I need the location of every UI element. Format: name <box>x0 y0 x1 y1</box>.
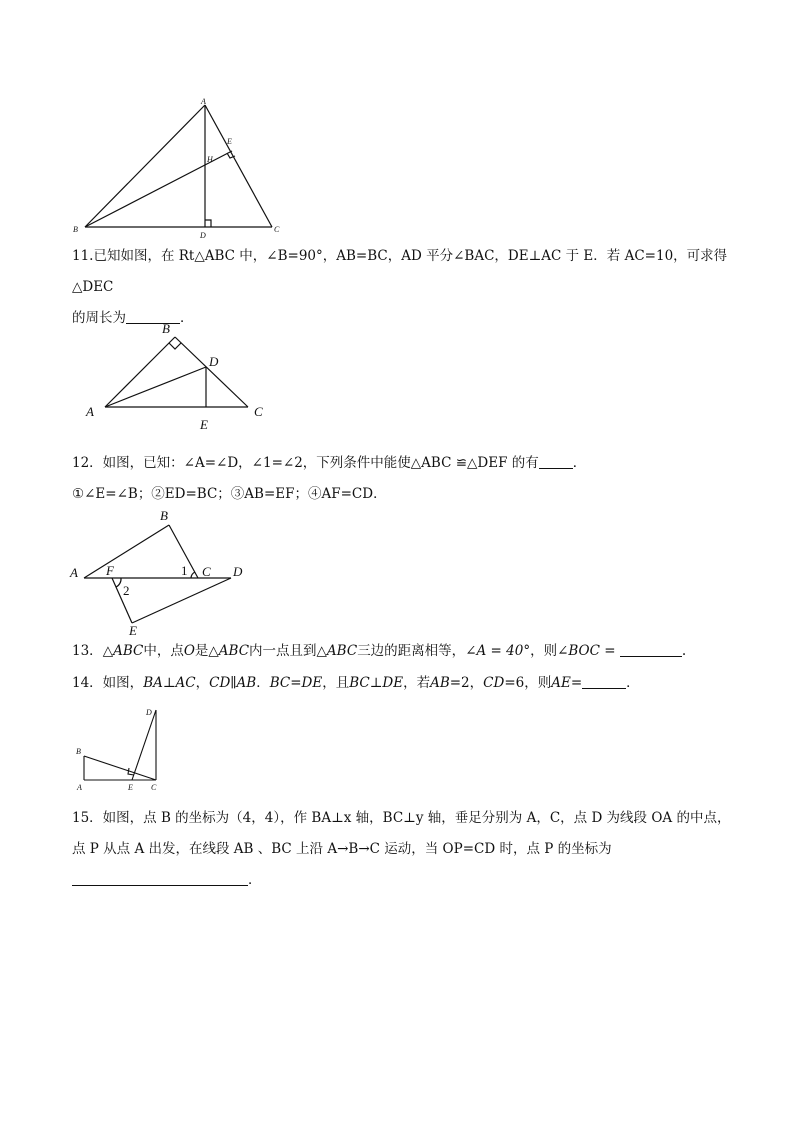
label-a: A <box>77 783 82 792</box>
label-h: H <box>207 155 213 164</box>
label-e: E <box>128 783 133 792</box>
label-a: A <box>70 565 78 580</box>
segment-ab <box>85 105 205 227</box>
segment-ed <box>132 578 231 623</box>
segment-ac <box>205 105 272 227</box>
segment-de <box>132 710 156 780</box>
answer-blank[interactable] <box>582 673 626 689</box>
right-angle-mark-b <box>169 343 181 349</box>
label-d: D <box>200 231 206 240</box>
label-2: 2 <box>123 583 130 598</box>
answer-blank[interactable] <box>539 453 573 469</box>
angle-1-arc <box>191 572 195 578</box>
angle-2-arc <box>116 578 121 587</box>
question-13: 13．△ABC中，点O是△ABC内一点且到△ABC三边的距离相等，∠A = 40°，则∠BOC = . <box>72 643 687 659</box>
figure-question-12 <box>64 505 264 640</box>
label-d: D <box>233 564 243 579</box>
label-f: F <box>106 563 114 578</box>
label-e: E <box>200 417 208 432</box>
segment-bc <box>84 756 156 780</box>
question-12-options: ①∠E=∠B；②ED=BC；③AB=EF；④AF=CD． <box>72 486 387 502</box>
right-angle-mark-d <box>205 220 211 227</box>
answer-blank[interactable] <box>72 870 248 886</box>
question-11-line1: 11.已知如图，在 Rt△ABC 中，∠B=90°，AB=BC，AD 平分∠BAC，DE⊥AC 于 E．若 AC=10，可求得△DEC <box>72 248 728 295</box>
question-11: 11.已知如图，在 Rt△ABC 中，∠B=90°，AB=BC，AD 平分∠BAC，DE⊥AC 于 E．若 AC=10，可求得△DEC 的周长为 ． <box>72 248 728 326</box>
label-b: B <box>162 321 170 336</box>
figure-triangle-abc-altitudes <box>60 90 300 240</box>
label-d: D <box>209 354 219 369</box>
segment-ad <box>105 367 206 407</box>
label-a: A <box>201 97 206 106</box>
question-15: 15．如图，点 B 的坐标为（4，4），作 BA⊥x 轴，BC⊥y 轴，垂足分别为 A，C，点 D 为线段 OA 的中点， 点 P 从点 A 出发，在线段 AB 、BC 上沿 A→B→C 运动，当 OP=CD 时，点 P 的坐标为 ． <box>72 810 731 888</box>
label-a: A <box>86 404 94 419</box>
label-c: C <box>151 783 157 792</box>
label-d: D <box>146 708 152 717</box>
label-c: C <box>274 225 280 234</box>
label-e: E <box>129 623 137 638</box>
label-b: B <box>73 225 78 234</box>
label-b: B <box>76 747 81 756</box>
question-14: 14．如图，BA⊥AC，CD∥AB．BC=DE，且BC⊥DE，若AB=2，CD=6，则AE= ． <box>72 675 640 691</box>
segment-fb <box>84 525 169 578</box>
segment-bc <box>175 337 248 407</box>
label-c: C <box>254 404 263 419</box>
segment-ab <box>105 337 175 407</box>
question-15-line2: 点 P 从点 A 出发，在线段 AB 、BC 上沿 A→B→C 运动，当 OP=CD 时，点 P 的坐标为 <box>72 841 612 857</box>
figure-question-14 <box>70 702 170 797</box>
label-1: 1 <box>181 563 188 578</box>
question-11-line2: 的周长为 <box>72 310 126 326</box>
question-12: 12．如图，已知：∠A=∠D，∠1=∠2，下列条件中能使△ABC ≌△DEF 的有 ． ①∠E=∠B；②ED=BC；③AB=EF；④AF=CD． <box>72 455 587 502</box>
label-b: B <box>160 508 168 523</box>
figure-question-11 <box>80 318 280 438</box>
label-c: C <box>202 564 211 579</box>
answer-blank[interactable] <box>620 641 682 657</box>
question-15-line1: 15．如图，点 B 的坐标为（4，4），作 BA⊥x 轴，BC⊥y 轴，垂足分别为 A，C，点 D 为线段 OA 的中点， <box>72 810 731 826</box>
question-12-line1: 12．如图，已知：∠A=∠D，∠1=∠2，下列条件中能使△ABC ≌△DEF 的有 <box>72 455 539 471</box>
label-e: E <box>227 137 232 146</box>
